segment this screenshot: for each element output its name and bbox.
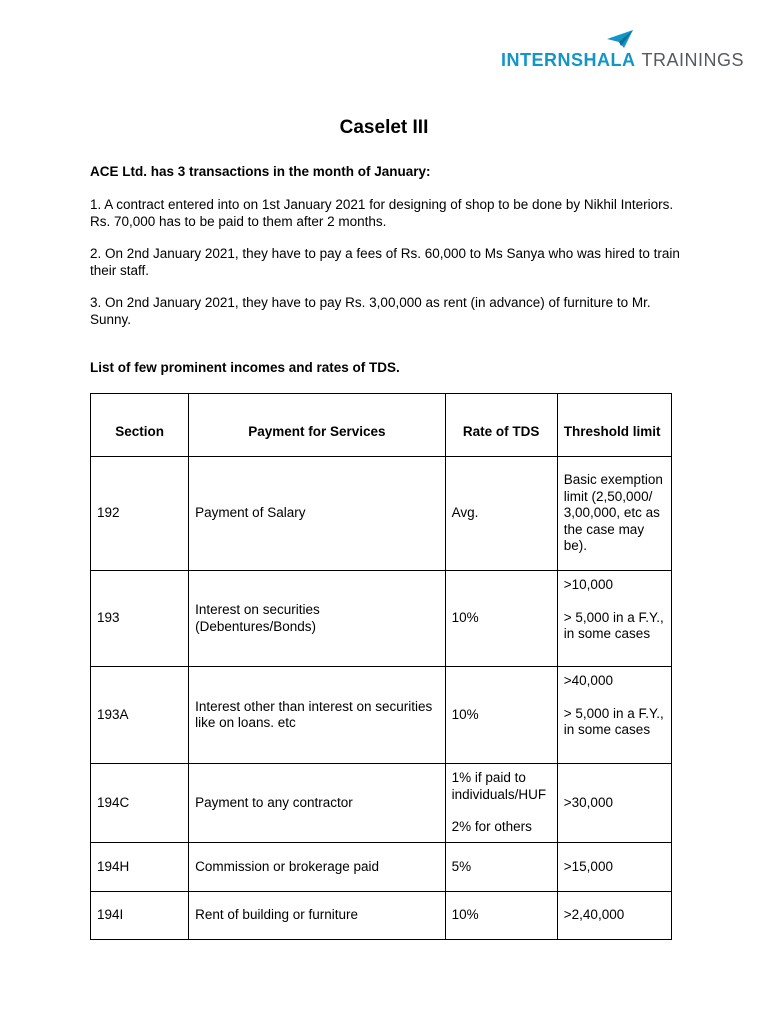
intro-text: ACE Ltd. has 3 transactions in the month of January: [90,164,431,179]
table-row [91,892,672,940]
transaction-2: 2. On 2nd January 2021, they have to pay a fees of Rs. 60,000 to Ms Sanya who was hired to train their staff. [90,246,680,278]
transaction-3: 3. On 2nd January 2021, they have to pay Rs. 3,00,000 as rent (in advance) of furniture to Mr. Sunny. [90,295,651,327]
cell-section: 194I [91,892,189,940]
cell-threshold [557,571,671,667]
table-row [91,667,672,764]
paper-plane-icon [607,30,633,50]
table-row [91,457,672,571]
rate-others: 2% for others [451,819,532,834]
cell-section: 192 [91,457,189,571]
cell-payment: Payment of Salary [189,457,445,571]
brand-name-bold: SHALA [571,50,636,70]
brand-logo [501,30,745,70]
cell-rate: 10% [445,571,557,667]
brand-wordmark [501,50,744,71]
cell-rate [445,764,557,843]
rate-individual: 1% if paid to individuals/HUF [451,770,547,802]
threshold-note: > 5,000 in a F.Y., in some cases [563,609,664,641]
header-threshold: Threshold limit [557,394,671,457]
threshold-main: >10,000 [563,577,613,592]
cell-section: 194C [91,764,189,843]
cell-rate: 10% [445,892,557,940]
cell-rate: 10% [445,667,557,764]
tds-table [90,393,672,940]
header-section: Section [91,394,189,457]
cell-section: 194H [91,843,189,892]
brand-name-light: INTERN [501,50,571,70]
cell-threshold: >15,000 [557,843,671,892]
cell-section: 193A [91,667,189,764]
table-row [91,843,672,892]
table-row [91,571,672,667]
cell-payment: Interest other than interest on securities like on loans. etc [189,667,445,764]
header-rate: Rate of TDS [445,394,557,457]
header-payment: Payment for Services [189,394,445,457]
table-row [91,764,672,843]
threshold-main: >40,000 [563,673,613,688]
cell-threshold: >30,000 [557,764,671,843]
page-title: Caselet III [339,117,429,138]
cell-section: 193 [91,571,189,667]
cell-rate: Avg. [445,457,557,571]
transaction-1: 1. A contract entered into on 1st January 2021 for designing of shop to be done by Nikhil Interiors. Rs. 70,000 has to be paid to them after 2 months. [90,197,674,229]
cell-payment: Interest on securities (Debentures/Bonds) [189,571,445,667]
table-header-row [91,394,672,457]
cell-threshold: >2,40,000 [557,892,671,940]
cell-payment: Payment to any contractor [189,764,445,843]
cell-threshold: Basic exemption limit (2,50,000/ 3,00,000, etc as the case may be). [557,457,671,571]
brand-suffix: TRAININGS [641,50,745,70]
cell-threshold [557,667,671,764]
table-heading: List of few prominent incomes and rates of TDS. [90,360,400,375]
threshold-note: > 5,000 in a F.Y., in some cases [563,705,664,737]
cell-rate: 5% [445,843,557,892]
cell-payment: Rent of building or furniture [189,892,445,940]
cell-payment: Commission or brokerage paid [189,843,445,892]
